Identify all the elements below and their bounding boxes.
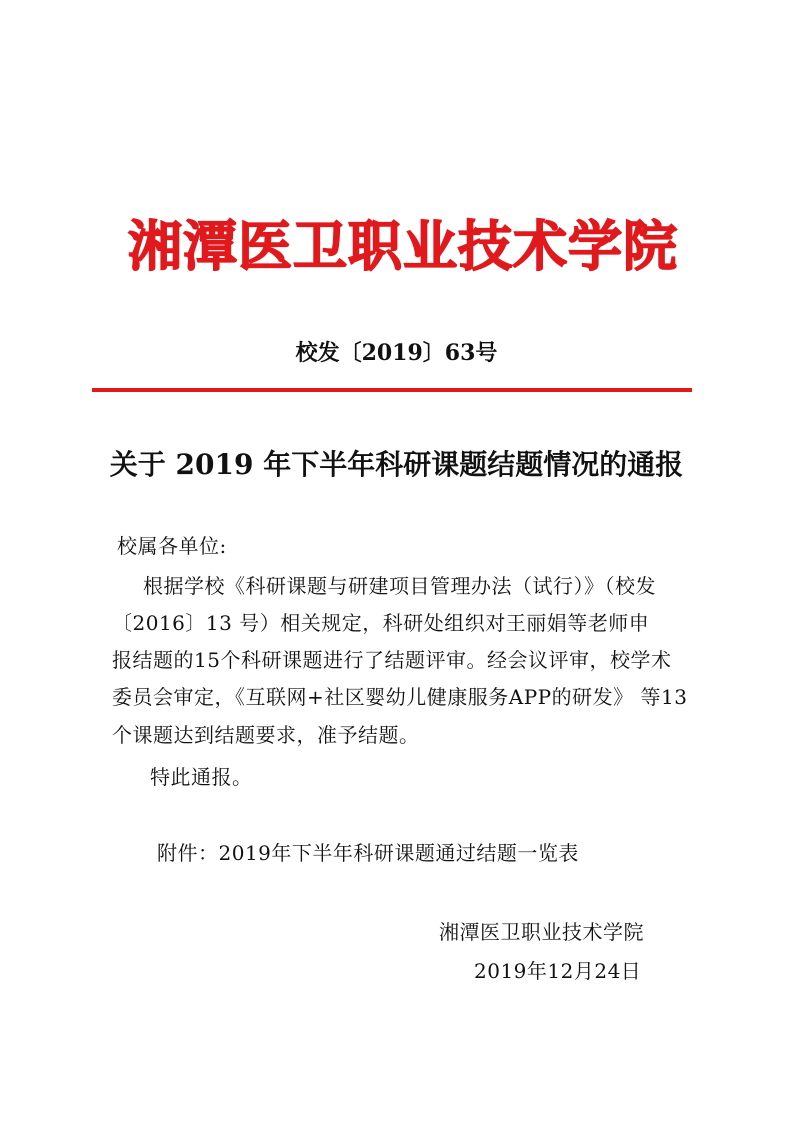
red-divider-line: [92, 388, 692, 392]
signer-name: 湘潭医卫职业技术学院: [439, 920, 644, 944]
notice-title: 关于 2019 年下半年科研课题结题情况的通报: [109, 448, 684, 481]
salutation: 校属各单位:: [117, 534, 227, 558]
paragraph-line: 个课题达到结题要求，准予结题。: [112, 723, 420, 747]
closing-line: 特此通报。: [150, 765, 253, 789]
paragraph-line: 委员会审定，《互联网+社区婴幼儿健康服务APP的研发》 等13: [112, 685, 688, 709]
school-masthead: 湘潭医卫职业技术学院: [128, 214, 678, 278]
paragraph-line: 〔2016〕13 号）相关规定，科研处组织对王丽娟等老师申: [112, 611, 650, 635]
attachment-note: 附件：2019年下半年科研课题通过结题一览表: [157, 841, 579, 865]
paragraph-line: 根据学校《科研课题与研建项目管理办法（试行）》（校发: [143, 574, 656, 598]
paragraph-line: 报结题的15个科研课题进行了结题评审。经会议评审，校学术: [112, 648, 672, 672]
issue-date: 2019年12月24日: [474, 959, 642, 983]
document-number: 校发〔2019〕63号: [295, 340, 498, 366]
